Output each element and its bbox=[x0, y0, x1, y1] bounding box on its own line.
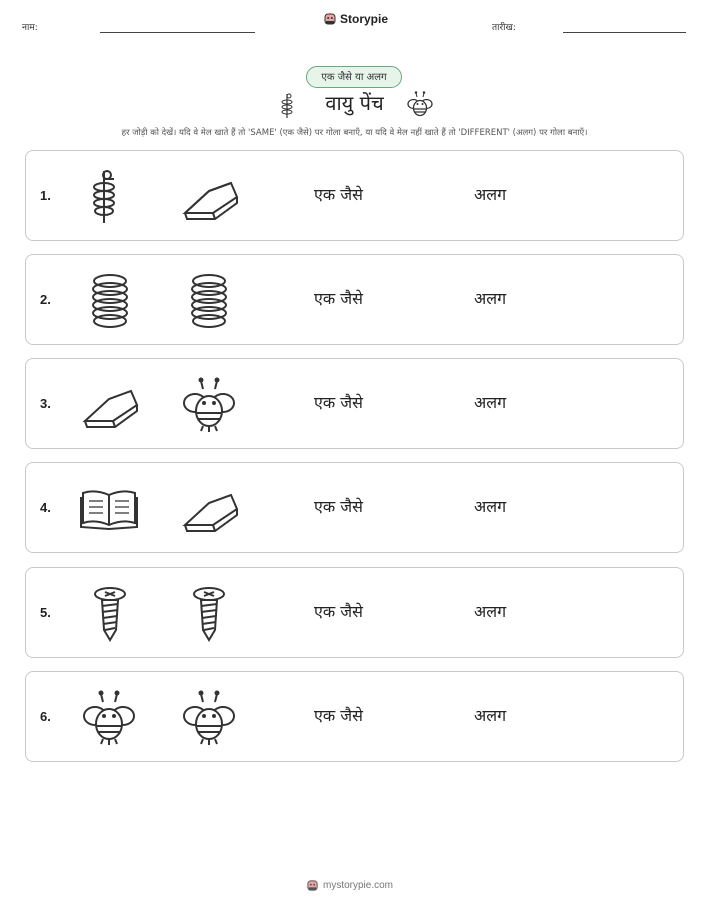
screw-icon bbox=[179, 584, 239, 644]
option-same[interactable]: एक जैसे bbox=[314, 393, 363, 412]
bee-icon bbox=[79, 688, 139, 748]
worksheet-type-badge: एक जैसे या अलग bbox=[306, 66, 402, 88]
question-number: 5. bbox=[40, 605, 51, 620]
option-same[interactable]: एक जैसे bbox=[314, 289, 363, 308]
question-row-6 bbox=[25, 671, 684, 762]
name-label: नाम: bbox=[22, 23, 38, 33]
instructions-text: हर जोड़ी को देखें। यदि वे मेल खाते हैं तो 'SAME' (एक जैसे) पर गोला बनाएँ, या यदि वे मेल नहीं खाते हैं तो 'DIFFERENT' (अलग) पर गोला बनाएँ। bbox=[121, 128, 588, 138]
name-field-line[interactable] bbox=[100, 32, 255, 33]
book-icon bbox=[79, 479, 139, 539]
question-row-3 bbox=[25, 358, 684, 449]
option-same[interactable]: एक जैसे bbox=[314, 602, 363, 621]
option-different[interactable]: अलग bbox=[474, 706, 507, 725]
storypie-mascot-icon bbox=[306, 879, 319, 892]
date-field-line[interactable] bbox=[563, 32, 686, 33]
question-number: 4. bbox=[40, 500, 51, 515]
option-same[interactable]: एक जैसे bbox=[314, 185, 363, 204]
option-same[interactable]: एक जैसे bbox=[314, 706, 363, 725]
option-different[interactable]: अलग bbox=[474, 602, 507, 621]
storypie-logo bbox=[323, 12, 388, 26]
question-number: 2. bbox=[40, 292, 51, 307]
brand-name: Storypie bbox=[340, 12, 389, 26]
footer bbox=[306, 879, 393, 892]
option-different[interactable]: अलग bbox=[474, 185, 507, 204]
page-title: वायु पेंच bbox=[325, 91, 384, 115]
coil-screw-icon bbox=[74, 167, 134, 227]
option-different[interactable]: अलग bbox=[474, 289, 507, 308]
question-row-5 bbox=[25, 567, 684, 658]
question-number: 1. bbox=[40, 188, 51, 203]
storypie-mascot-icon bbox=[323, 12, 337, 26]
eraser-icon bbox=[179, 167, 239, 227]
question-number: 3. bbox=[40, 396, 51, 411]
eraser-icon bbox=[179, 479, 239, 539]
bee-icon bbox=[179, 688, 239, 748]
eraser-icon bbox=[79, 375, 139, 435]
question-number: 6. bbox=[40, 709, 51, 724]
bee-icon bbox=[179, 375, 239, 435]
option-same[interactable]: एक जैसे bbox=[314, 497, 363, 516]
bee-icon bbox=[405, 90, 435, 120]
option-different[interactable]: अलग bbox=[474, 497, 507, 516]
question-row-4 bbox=[25, 462, 684, 553]
option-different[interactable]: अलग bbox=[474, 393, 507, 412]
question-row-1 bbox=[25, 150, 684, 241]
question-row-2 bbox=[25, 254, 684, 345]
screw-icon bbox=[80, 584, 140, 644]
spring-icon bbox=[80, 271, 140, 331]
footer-website[interactable]: mystorypie.com bbox=[323, 880, 394, 891]
spring-icon bbox=[179, 271, 239, 331]
date-label: तारीख: bbox=[492, 23, 516, 33]
